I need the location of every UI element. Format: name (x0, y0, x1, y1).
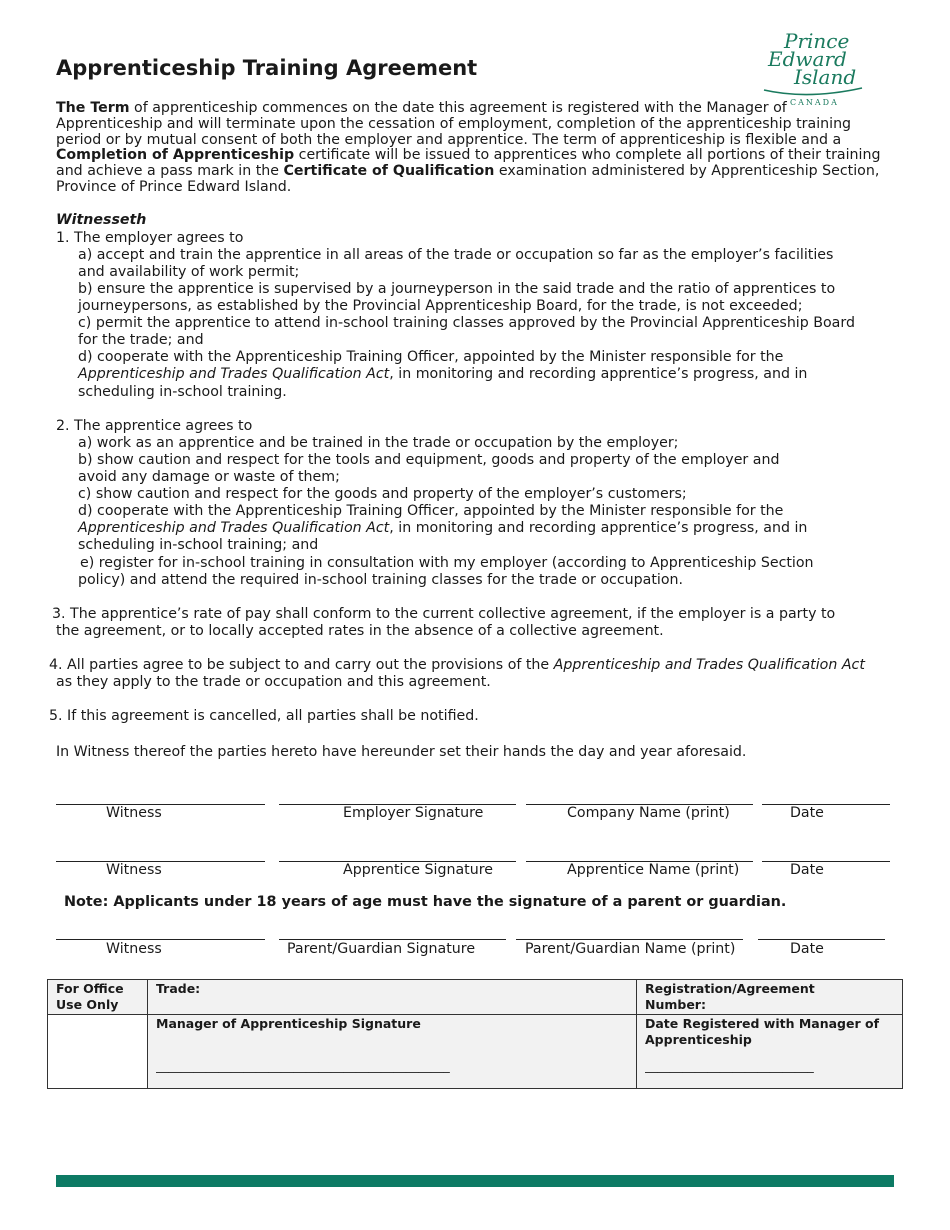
in-witness-statement: In Witness thereof the parties hereto have hereunder set their hands the day and year aforesaid. (56, 744, 747, 760)
footer-bar (56, 1175, 894, 1187)
section-2-heading: 2. The apprentice agrees to (56, 418, 253, 434)
section-1-b-line-1: b) ensure the apprentice is supervised by a journeyperson in the said trade and the ratio of apprentices to (78, 281, 836, 297)
section-1-c-line-1: c) permit the apprentice to attend in-school training classes approved by the Provincial Apprenticeship Board (78, 315, 855, 331)
company-name-label: Company Name (print) (567, 805, 730, 821)
office-use-table (47, 979, 903, 1089)
intro-line-2: Apprenticeship and will terminate upon the cessation of employment, completion of the apprenticeship training (56, 116, 852, 132)
logo-line-prince: Prince (784, 29, 850, 53)
section-1-c-line-2: for the trade; and (78, 332, 204, 348)
section-2-d-line-3: scheduling in-school training; and (78, 537, 319, 553)
registration-number-cell[interactable]: Registration/Agreement Number: (637, 980, 903, 1015)
section-1-a-line-1: a) accept and train the apprentice in all areas of the trade or occupation so far as the employer’s facilities (78, 247, 834, 263)
section-2-d-line-1: d) cooperate with the Apprenticeship Training Officer, appointed by the Minister responsible for the (78, 503, 784, 519)
guardian-name-label: Parent/Guardian Name (print) (525, 941, 736, 957)
date-line-1[interactable] (762, 804, 890, 805)
section-3-line-2: the agreement, or to locally accepted rates in the absence of a collective agreement. (56, 623, 664, 639)
office-blank-cell (48, 1015, 148, 1089)
date-line-3[interactable] (758, 939, 885, 940)
witness-label-2: Witness (106, 862, 162, 878)
section-2-b-line-1: b) show caution and respect for the tools and equipment, goods and property of the employer and (78, 452, 780, 468)
witness-label-3: Witness (106, 941, 162, 957)
logo-line-edward: Edward (768, 47, 847, 71)
apprentice-signature-label: Apprentice Signature (343, 862, 493, 878)
section-1-d-line-2: Apprenticeship and Trades Qualification Act, in monitoring and recording apprentice’s progress, and in (78, 366, 808, 382)
trade-label: Trade: (156, 981, 201, 996)
date-label-1: Date (790, 805, 824, 821)
section-2-b-line-2: avoid any damage or waste of them; (78, 469, 340, 485)
intro-line-6: Province of Prince Edward Island. (56, 179, 292, 195)
guardian-note: Note: Applicants under 18 years of age must have the signature of a parent or guardian. (64, 894, 787, 910)
intro-line-3: period or by mutual consent of both the employer and apprentice. The term of apprenticeship is flexible and a (56, 132, 842, 148)
guardian-signature-label: Parent/Guardian Signature (287, 941, 476, 957)
date-registered-line[interactable]: ___________________________ (645, 1058, 814, 1073)
section-2-a-line-1: a) work as an apprentice and be trained in the trade or occupation by the employer; (78, 435, 679, 451)
section-4-line-2: as they apply to the trade or occupation and this agreement. (56, 674, 491, 690)
trade-cell[interactable] (148, 980, 637, 1015)
page-title: Apprenticeship Training Agreement (56, 56, 478, 80)
intro-line-1: The Term of apprenticeship commences on the date this agreement is registered with the Manager of (56, 100, 787, 116)
section-2-e-line-2: policy) and attend the required in-school training classes for the trade or occupation. (78, 572, 684, 588)
date-label-2: Date (790, 862, 824, 878)
manager-signature-label: Manager of Apprenticeship Signature (156, 1016, 421, 1031)
date-line-2[interactable] (762, 861, 890, 862)
section-1-d-line-3: scheduling in-school training. (78, 384, 287, 400)
section-2-c-line-1: c) show caution and respect for the goods and property of the employer’s customers; (78, 486, 687, 502)
date-label-3: Date (790, 941, 824, 957)
witness-label-1: Witness (106, 805, 162, 821)
section-1-heading: 1. The employer agrees to (56, 230, 244, 246)
intro-line-4: Completion of Apprenticeship certificate will be issued to apprentices who complete all portions of their training (56, 147, 881, 163)
office-use-label: For Office Use Only (48, 980, 148, 1015)
section-5-line: 5. If this agreement is cancelled, all parties shall be notified. (49, 708, 479, 724)
section-3-line-1: 3. The apprentice’s rate of pay shall conform to the current collective agreement, if the employer is a party to (52, 606, 836, 622)
logo-line-island: Island (794, 65, 857, 89)
witness-signature-line-3[interactable] (56, 939, 265, 940)
manager-signature-cell[interactable] (148, 1015, 637, 1089)
pei-logo (758, 28, 868, 108)
section-1-d-line-1: d) cooperate with the Apprenticeship Training Officer, appointed by the Minister responsible for the (78, 349, 784, 365)
section-1-b-line-2: journeypersons, as established by the Provincial Apprenticeship Board, for the trade, is not exceeded; (78, 298, 803, 314)
guardian-name-line[interactable] (516, 939, 743, 940)
date-registered-cell[interactable]: Date Registered with Manager of Apprenticeship ___________________________ (637, 1015, 903, 1089)
section-1-a-line-2: and availability of work permit; (78, 264, 300, 280)
section-4-line-1: 4. All parties agree to be subject to and carry out the provisions of the Apprenticeship and Trades Qualification Act (49, 657, 865, 673)
section-2-d-line-2: Apprenticeship and Trades Qualification Act, in monitoring and recording apprentice’s progress, and in (78, 520, 808, 536)
section-2-e-line-1: e) register for in-school training in consultation with my employer (according to Apprenticeship Section (80, 555, 814, 571)
apprentice-name-label: Apprentice Name (print) (567, 862, 740, 878)
employer-signature-label: Employer Signature (343, 805, 484, 821)
intro-line-5: and achieve a pass mark in the Certificate of Qualification examination administered by Apprenticeship Section, (56, 163, 880, 179)
guardian-signature-line[interactable] (279, 939, 506, 940)
logo-country: CANADA (790, 98, 839, 107)
manager-signature-line[interactable]: _______________________________________________ (156, 1058, 450, 1073)
witnesseth-heading: Witnesseth (56, 212, 147, 228)
